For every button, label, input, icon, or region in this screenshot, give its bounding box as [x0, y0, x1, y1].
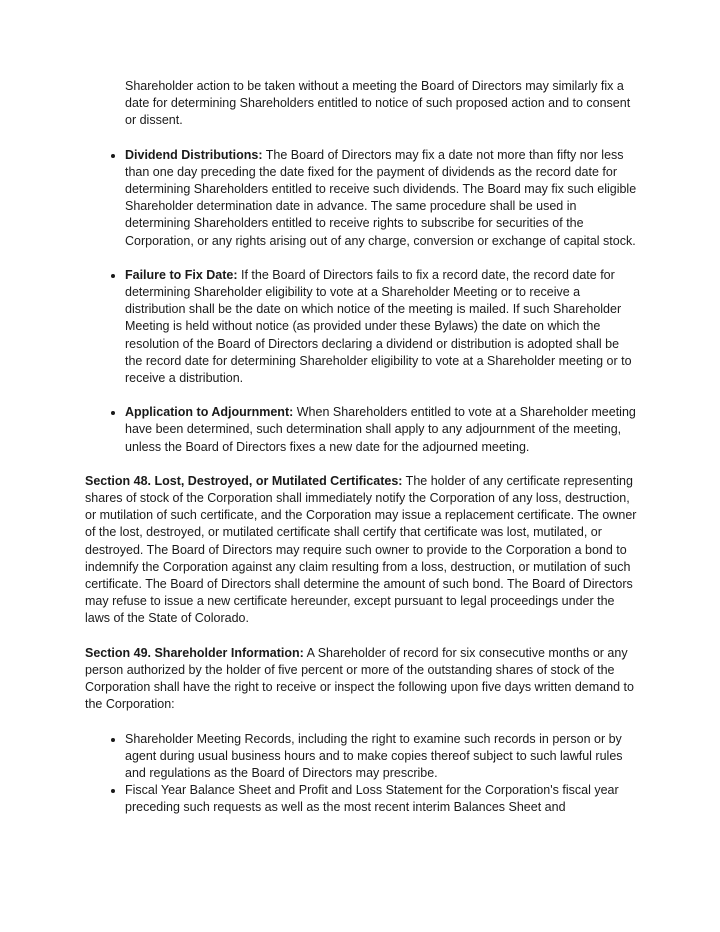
paragraph-continuation: Shareholder action to be taken without a meeting the Board of Directors may similarly fix a date for determining Shareholders entitled to notice of such proposed action and to consent or dissent.: [125, 79, 631, 128]
bullet-lead: Application to Adjournment:: [125, 405, 294, 420]
section-49-heading: Section 49. Shareholder Information:: [85, 645, 304, 660]
list-item-application-to-adjournment: [125, 404, 638, 456]
list-item-dividend-distributions: [125, 147, 638, 250]
section-48-heading: Section 48. Lost, Destroyed, or Mutilated Certificates:: [85, 473, 403, 488]
list-item-balance-sheet: [125, 782, 638, 816]
bullet-body: The Board of Directors may fix a date not more than fifty nor less than one day preceding the date fixed for the payment of dividends as the record date for determining Shareholders entitled to receive such dividends. The Board may fix such eligible Shareholder determination date in advance. The same procedure shall be used in determining Shareholders entitled to receive rights to subscribe for securities of the Corporation, or any rights arising out of any charge, conversion or exchange of capital stock.: [125, 147, 637, 248]
bullet-lead: Failure to Fix Date:: [125, 267, 238, 282]
list-item-failure-to-fix-date: [125, 267, 638, 387]
section-48-body: The holder of any certificate representing shares of stock of the Corporation shall immediately notify the Corporation of any loss, destruction, or mutilation of such certificate, and the Corporation may issue a replacement certificate. The owner of the lost, destroyed, or mutilated certificate shall certify that certificate was lost, mutilated, or destroyed. The Board of Directors may require such owner to provide to the Corporation a bond to indemnify the Corporation against any claim resulting from a loss, destruction, or mutilation of such certificate. The Board of Directors shall determine the amount of such bond. The Board of Directors may refuse to issue a new certificate hereunder, except pursuant to legal proceedings under the laws of the State of Colorado.: [85, 473, 637, 626]
bullet-body: When Shareholders entitled to vote at a Shareholder meeting have been determined, such determination shall apply to any adjournment of the meeting, unless the Board of Directors fixes a new date for the adjourned meeting.: [125, 405, 636, 454]
bullet-body: Shareholder Meeting Records, including the right to examine such records in person or by agent during usual business hours and to make copies thereof subject to such lawful rules and regulations as the Board of Directors may prescribe.: [125, 731, 623, 780]
bullet-lead: Dividend Distributions:: [125, 147, 263, 162]
paragraph-section-48: [85, 473, 638, 628]
bullet-body: If the Board of Directors fails to fix a record date, the record date for determining Shareholder eligibility to vote at a Shareholder Meeting or to receive a distribution shall be the date on which notice of the meeting is mailed. If such Shareholder Meeting is held without notice (as provided under these Bylaws) the date on which the resolution of the Board of Directors declaring a dividend or distribution is adopted shall be the record date for determining Shareholder eligibility to vote at a Shareholder meeting or to receive a distribution.: [125, 267, 632, 386]
bullet-body: Fiscal Year Balance Sheet and Profit and Loss Statement for the Corporation's fiscal year preceding such requests as well as the most recent interim Balances Sheet and: [125, 783, 619, 815]
paragraph-section-49: [85, 645, 638, 714]
shareholder-info-bullet-list: [85, 731, 638, 817]
record-date-bullet-list: [85, 147, 638, 456]
section-49-body: A Shareholder of record for six consecutive months or any person authorized by the holder of five percent or more of the outstanding shares of stock of the Corporation shall have the right to receive or inspect the following upon five days written demand to the Corporation:: [85, 645, 634, 712]
list-item-meeting-records: [125, 731, 638, 783]
